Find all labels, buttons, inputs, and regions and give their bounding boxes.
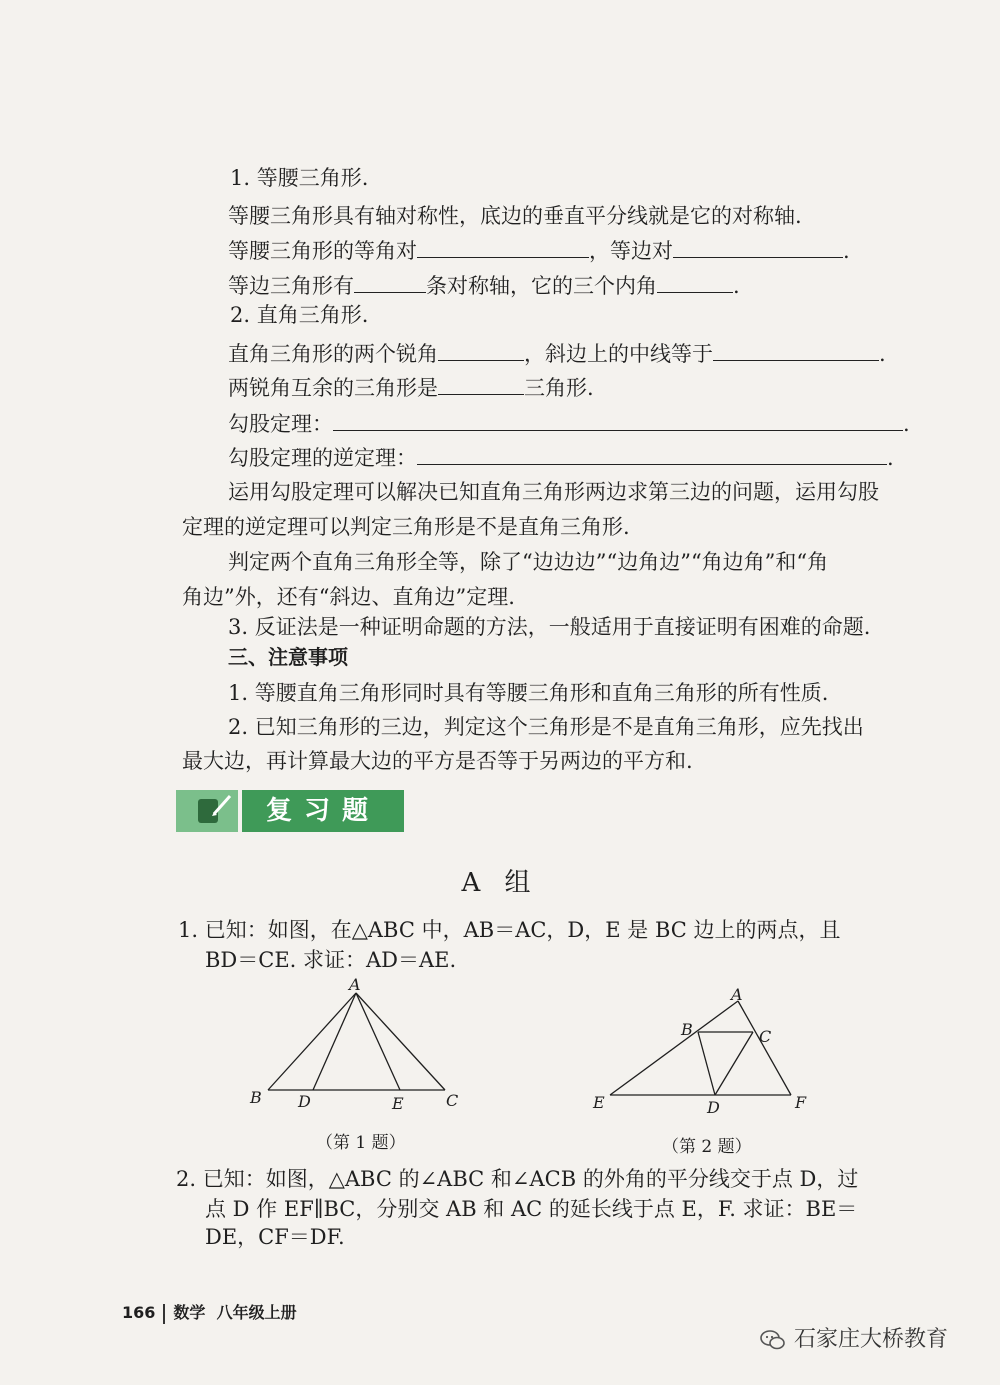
fig2-label-a: A [731,985,743,1004]
note-2b: 最大边，再计算最大边的平方是否等于另两边的平方和. [182,749,693,773]
isosceles-angle-line: 等腰三角形的等角对 ，等边对 . [228,235,850,266]
footer-divider [163,1304,165,1324]
blank-acute-angles[interactable] [438,338,524,361]
contradiction-text: 3. 反证法是一种证明命题的方法，一般适用于直接证明有困难的命题. [228,615,871,639]
application-text-2: 定理的逆定理可以判定三角形是不是直角三角形. [182,515,630,539]
blank-inner-angles[interactable] [657,270,733,293]
pencil-note-icon [176,790,238,832]
congruence-text-1: 判定两个直角三角形全等，除了“边边边”“边角边”“角边角”和“角 [228,550,829,574]
item-isosceles-heading: 1. 等腰三角形. [230,166,369,190]
footer-subject: 数学 [173,1303,206,1322]
figure-1-caption: （第 1 题） [316,1133,406,1153]
fig1-label-d: D [298,1092,311,1111]
problem-1-line-1: 1. 已知：如图，在△ABC 中，AB＝AC，D，E 是 BC 边上的两点，且 [178,918,841,942]
fig2-label-b: B [681,1020,693,1039]
blank-median[interactable] [713,338,879,361]
blank-equal-sides[interactable] [673,235,843,258]
problem-2-line-2: 点 D 作 EF∥BC，分别交 AB 和 AC 的延长线于点 E，F. 求证：BE＝ [205,1197,858,1221]
footer-grade: 八年级上册 [216,1303,297,1322]
fig2-label-f: F [795,1093,807,1112]
section-notes-heading: 三、注意事项 [228,645,348,669]
blank-axis-count[interactable] [354,270,426,293]
isosceles-symmetry-text: 等腰三角形具有轴对称性，底边的垂直平分线就是它的对称轴. [228,204,802,228]
page-number: 166 [122,1303,156,1322]
blank-triangle-type[interactable] [438,372,524,395]
wechat-icon [760,1329,786,1351]
fig1-label-b: B [250,1088,262,1107]
figure-1 [240,975,470,1120]
fig1-label-c: C [446,1091,459,1110]
group-a-title: A 组 [461,868,539,898]
pythagorean-line: 勾股定理： . [228,408,910,439]
congruence-text-2: 角边”外，还有“斜边、直角边”定理. [182,585,515,609]
problem-2-line-3: DE，CF＝DF. [205,1225,345,1249]
fig2-label-c: C [759,1027,772,1046]
fig1-label-a: A [349,975,361,994]
problem-2-line-1: 2. 已知：如图，△ABC 的∠ABC 和∠ACB 的外角的平分线交于点 D，过 [176,1167,859,1191]
review-banner-label: 复习题 [265,796,380,826]
equilateral-line: 等边三角形有 条对称轴，它的三个内角 . [228,270,740,301]
review-banner-box [242,790,404,832]
note-2a: 2. 已知三角形的三边，判定这个三角形是不是直角三角形，应先找出 [228,715,864,739]
note-1: 1. 等腰直角三角形同时具有等腰三角形和直角三角形的所有性质. [228,681,829,705]
fig2-label-e: E [593,1093,605,1112]
right-triangle-line: 直角三角形的两个锐角 ，斜边上的中线等于 . [228,338,886,369]
fig1-label-e: E [392,1094,404,1113]
figure-2-caption: （第 2 题） [662,1137,752,1157]
page-footer [122,1300,297,1324]
figure-2 [585,980,820,1120]
watermark [760,1322,948,1353]
item-right-triangle-heading: 2. 直角三角形. [230,303,369,327]
watermark-text: 石家庄大桥教育 [794,1327,949,1352]
complementary-line: 两锐角互余的三角形是 三角形. [228,372,594,403]
converse-line: 勾股定理的逆定理： . [228,442,894,473]
blank-equal-angles[interactable] [417,235,589,258]
blank-pythagorean[interactable] [333,408,903,431]
blank-converse[interactable] [417,442,887,465]
fig2-label-d: D [707,1098,720,1117]
application-text-1: 运用勾股定理可以解决已知直角三角形两边求第三边的问题，运用勾股 [228,480,879,504]
problem-1-line-2: BD＝CE. 求证：AD＝AE. [205,948,457,972]
